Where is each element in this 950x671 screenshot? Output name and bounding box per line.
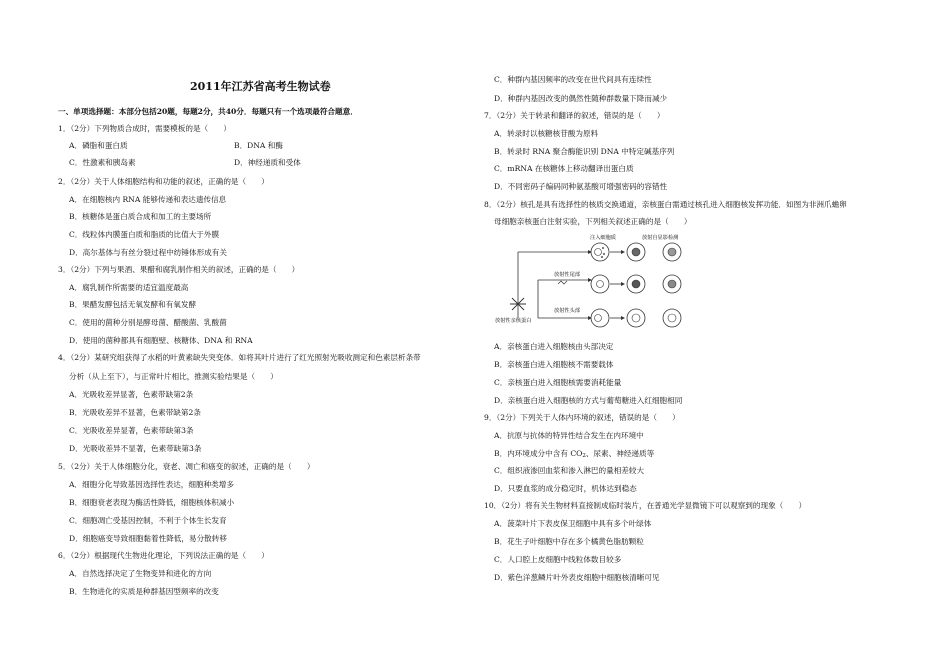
q2-option-c: C．线粒体内膜蛋白质和脂质的比值大于外膜 xyxy=(69,230,220,239)
q1-option-b: B．DNA 和酶 xyxy=(234,141,283,150)
q5-option-b: B．细胞衰老表现为酶活性降低，细胞核体积减小 xyxy=(69,498,235,507)
q5-option-d: D．细胞癌变导致细胞黏着性降低，易分散转移 xyxy=(69,534,227,543)
q3-option-a: A．腐乳制作所需要的适宜温度最高 xyxy=(69,283,189,292)
q10-option-a: A．菠菜叶片下表皮保卫细胞中具有多个叶绿体 xyxy=(494,519,652,528)
nuclear-protein-diagram xyxy=(494,232,704,332)
q4-option-c: C．光吸收差异显著，色素带缺第3条 xyxy=(69,426,194,435)
q8-option-c: C．亲核蛋白进入细胞核需要消耗能量 xyxy=(494,378,622,387)
q6-option-a: A．自然选择决定了生物变异和进化的方向 xyxy=(69,569,212,578)
q9-option-b-text: B．内环境成分中含有 CO xyxy=(494,449,583,458)
q7-option-d: D．不同密码子编码同种氨基酸可增强密码的容错性 xyxy=(494,182,668,191)
q8-option-b: B．亲核蛋白进入细胞核不需要载体 xyxy=(494,360,614,369)
q10-option-b: B．花生子叶细胞中存在多个橘黄色脂肪颗粒 xyxy=(494,537,644,546)
q9-option-b xyxy=(494,449,654,461)
q6-stem: 6．（2分）根据现代生物进化理论，下列说法正确的是（ ） xyxy=(58,551,269,560)
fig-label-protein: 放射性亲核蛋白 xyxy=(495,318,532,324)
q9-stem: 9．（2分）下列关于人体内环境的叙述，错误的是（ ） xyxy=(484,413,680,422)
q2-option-b: B．核糖体是蛋白质合成和加工的主要场所 xyxy=(69,212,212,221)
q4-stem: 4．（2分）某研究组获得了水稻的叶黄素缺失突变体．如将其叶片进行了红光照射光吸收测定和色素层析条带 xyxy=(58,353,421,362)
q8-stem-cont: 母细胞亲核蛋白注射实验，下列相关叙述正确的是（ ） xyxy=(494,217,692,226)
q7-option-b: B．转录时 RNA 聚合酶能识别 DNA 中特定碱基序列 xyxy=(494,147,675,156)
q10-option-c: C．人口腔上皮细胞中线粒体数目较多 xyxy=(494,555,622,564)
q5-option-a: A．细胞分化导致基因选择性表达，细胞种类增多 xyxy=(69,480,234,489)
q10-option-d: D．紫色洋葱鳞片叶外表皮细胞中细胞核清晰可见 xyxy=(494,573,660,582)
q2-option-a: A．在细胞核内 RNA 能够传递和表达遗传信息 xyxy=(69,195,227,204)
q9-option-c: C．组织液渗回血浆和渗入淋巴的量相差较大 xyxy=(494,466,645,475)
fig-label-head: 放射性头部 xyxy=(554,308,580,314)
q4-option-b: B．光吸收差异不显著，色素带缺第2条 xyxy=(69,408,201,417)
q1-option-d: D．神经递质和受体 xyxy=(234,158,301,167)
q8-option-d: D．亲核蛋白进入细胞核的方式与葡萄糖进入红细胞相同 xyxy=(494,396,683,405)
q1-option-a: A．磷脂和蛋白质 xyxy=(69,141,128,150)
q3-option-b: B．果醋发酵包括无氧发酵和有氧发酵 xyxy=(69,300,197,309)
q9-option-b-tail: 、尿素、神经递质等 xyxy=(585,449,655,458)
q4-option-a: A．光吸收差异显著，色素带缺第2条 xyxy=(69,390,194,399)
q7-stem: 7．（2分）关于转录和翻译的叙述，错误的是（ ） xyxy=(484,111,665,120)
q7-option-c: C．mRNA 在核糖体上移动翻译出蛋白质 xyxy=(494,164,634,173)
q6-option-d: D．种群内基因改变的偶然性随种群数量下降而减少 xyxy=(494,94,668,103)
q3-option-c: C．使用的菌种分别是酵母菌、醋酸菌、乳酸菌 xyxy=(69,318,227,327)
q5-stem: 5．（2分）关于人体细胞分化，衰老、凋亡和癌变的叙述，正确的是（ ） xyxy=(58,462,315,471)
q1-stem: 1．（2分）下列物质合成时，需要模板的是（ ） xyxy=(58,124,231,133)
q4-stem-cont: 分析（从上至下），与正常叶片相比，推测实验结果是（ ） xyxy=(69,372,278,381)
q6-option-c: C．种群内基因频率的改变在世代间具有连续性 xyxy=(494,75,652,84)
q2-stem: 2．（2分）关于人体细胞结构和功能的叙述，正确的是（ ） xyxy=(58,177,269,186)
fig-label-detect: 放射自显影检测 xyxy=(642,235,679,241)
q3-stem: 3．（2分）下列与果酒、果醋和腐乳制作相关的叙述，正确的是（ ） xyxy=(58,265,300,274)
q8-option-a: A．亲核蛋白进入细胞核由头部决定 xyxy=(494,342,614,351)
section-heading: 一、单项选择题：本部分包括20题，每题2分，共40分．每题只有一个选项最符合题意． xyxy=(58,107,358,116)
fig-label-tail: 放射性尾部 xyxy=(554,272,580,278)
q5-option-c: C．细胞凋亡受基因控制，不利于个体生长发育 xyxy=(69,516,227,525)
q9-option-a: A．抗原与抗体的特异性结合发生在内环境中 xyxy=(494,431,644,440)
q7-option-a: A．转录时以核糖核苷酸为原料 xyxy=(494,129,599,138)
q8-stem: 8．（2分）核孔是具有选择性的核质交换通道，亲核蛋白需通过核孔进入细胞核发挥功能．如图为非洲爪蟾卵 xyxy=(484,200,847,209)
q1-option-c: C．性激素和胰岛素 xyxy=(69,158,136,167)
q10-stem: 10．（2分）将有关生物材料直接制成临时装片，在普通光学显微镜下可以观察到的现象（ ） xyxy=(484,501,807,510)
q2-option-d: D．高尔基体与有丝分裂过程中纺锤体形成有关 xyxy=(69,248,227,257)
page-title: 2011年江苏省高考生物试卷 xyxy=(190,80,331,93)
fig-label-inject: 注入细胞质 xyxy=(590,235,616,241)
q9-option-d: D．只要血浆的成分稳定时，机体达到稳态 xyxy=(494,484,637,493)
q4-option-d: D．光吸收差异不显著，色素带缺第3条 xyxy=(69,444,202,453)
q3-option-d: D．使用的菌种都具有细胞壁、核糖体、DNA 和 RNA xyxy=(69,336,253,345)
q6-option-b: B．生物进化的实质是种群基因型频率的改变 xyxy=(69,587,219,596)
q9-option-b-sub: 2 xyxy=(582,453,586,459)
